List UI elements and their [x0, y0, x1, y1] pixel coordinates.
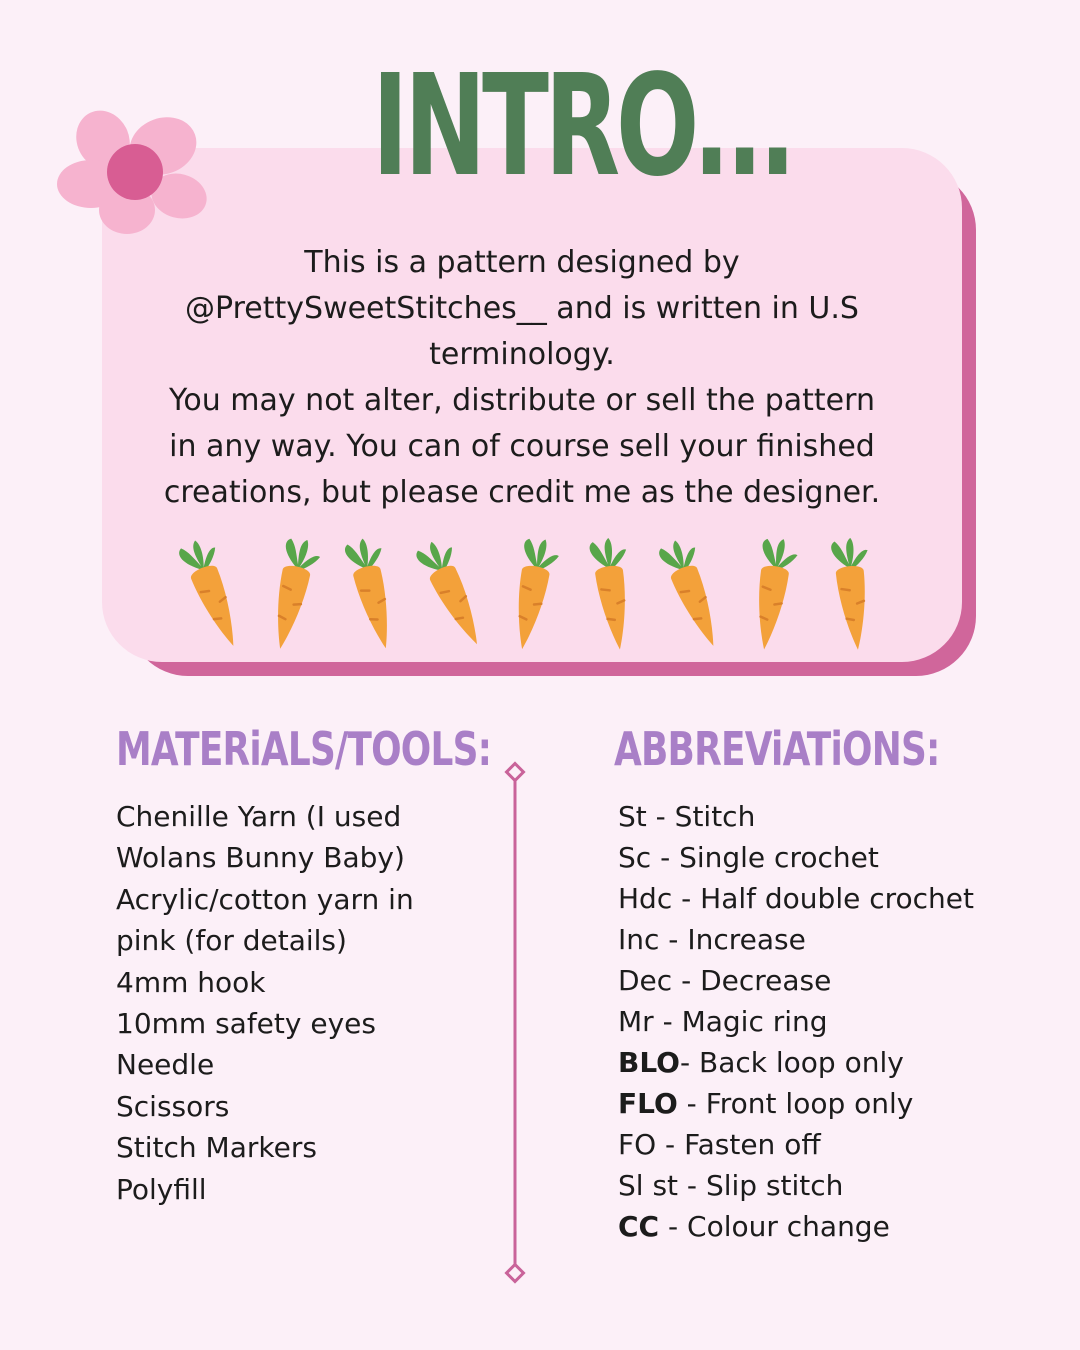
intro-line: in any way. You can of course sell your finished	[169, 429, 875, 464]
material-item: pink (for details)	[116, 924, 347, 958]
abbreviation-item	[618, 1206, 974, 1247]
abbreviation-term: FO	[618, 1128, 657, 1161]
abbreviation-item	[618, 960, 974, 1001]
abbreviation-item	[618, 1083, 974, 1124]
abbreviation-item	[618, 1001, 974, 1042]
material-item: Polyfill	[116, 1172, 207, 1206]
carrot-icon	[506, 536, 561, 653]
abbreviation-item	[618, 837, 974, 878]
divider	[500, 760, 530, 1285]
abbreviations-list	[618, 796, 974, 1247]
abbreviation-item	[618, 919, 974, 960]
material-item: Needle	[116, 1048, 215, 1082]
abbreviation-term: Inc	[618, 923, 660, 956]
abbreviation-separator: -	[646, 800, 675, 833]
abbreviation-separator: -	[680, 1046, 700, 1079]
carrot-icon	[589, 536, 640, 652]
abbreviation-term: Mr	[618, 1005, 654, 1038]
abbreviation-meaning: Decrease	[700, 964, 832, 997]
abbreviation-separator: -	[651, 841, 680, 874]
carrot-icon	[414, 535, 495, 651]
material-item: Acrylic/cotton yarn in	[116, 882, 414, 916]
intro-line: @PrettySweetStitches__ and is written in U.S	[185, 291, 859, 326]
intro-line: terminology.	[429, 337, 615, 372]
page-title: INTRO...	[372, 45, 793, 208]
abbreviation-term: Sl st	[618, 1169, 679, 1202]
materials-list	[116, 796, 414, 1210]
abbreviation-meaning: Slip stitch	[705, 1169, 844, 1202]
abbreviation-meaning: Back loop only	[699, 1046, 904, 1079]
abbreviation-meaning: Half double crochet	[700, 882, 974, 915]
abbreviation-meaning: Front loop only	[705, 1087, 914, 1120]
abbreviation-item	[618, 796, 974, 837]
abbreviation-meaning: Magic ring	[681, 1005, 828, 1038]
material-item: Stitch Markers	[116, 1131, 317, 1165]
intro-line: This is a pattern designed by	[304, 245, 740, 280]
abbreviation-meaning: Increase	[687, 923, 806, 956]
intro-text	[110, 240, 934, 516]
flower-icon	[55, 106, 217, 236]
material-item: Scissors	[116, 1089, 230, 1123]
abbreviation-separator: -	[672, 882, 701, 915]
abbreviation-term: Sc	[618, 841, 652, 874]
intro-line: creations, but please credit me as the designer.	[163, 475, 881, 510]
material-item: Wolans Bunny Baby)	[116, 841, 405, 875]
carrot-icon	[343, 535, 405, 652]
abbreviation-meaning: Colour change	[687, 1210, 890, 1243]
abbreviation-separator: -	[659, 1210, 688, 1243]
abbreviation-term: CC	[618, 1210, 660, 1243]
intro-line: You may not alter, distribute or sell the pattern	[169, 383, 875, 418]
materials-title: MATERiALS/TOOLS:	[116, 722, 492, 776]
abbreviation-separator: -	[678, 1169, 706, 1202]
abbreviation-term: BLO	[618, 1046, 680, 1079]
carrot-icon	[177, 535, 252, 652]
abbreviation-term: St	[618, 800, 647, 833]
abbreviation-separator: -	[656, 1128, 685, 1161]
carrot-icon	[748, 536, 799, 652]
abbreviation-term: Dec	[618, 964, 673, 997]
abbreviation-separator: -	[672, 964, 701, 997]
material-item: 10mm safety eyes	[116, 1007, 376, 1041]
abbreviation-meaning: Stitch	[674, 800, 756, 833]
abbreviation-item	[618, 1042, 974, 1083]
abbreviation-meaning: Single crochet	[679, 841, 879, 874]
material-item: 4mm hook	[116, 965, 266, 999]
abbreviation-term: Hdc	[618, 882, 673, 915]
carrot-row	[170, 530, 890, 655]
abbreviation-item	[618, 1165, 974, 1206]
abbreviation-separator: -	[677, 1087, 706, 1120]
abbreviation-item	[618, 878, 974, 919]
carrot-icon	[264, 536, 322, 653]
abbreviation-item	[618, 1124, 974, 1165]
material-item: Chenille Yarn (I used	[116, 800, 402, 833]
abbreviation-meaning: Fasten off	[684, 1128, 821, 1161]
abbreviation-term: FLO	[618, 1087, 678, 1120]
carrot-icon	[830, 536, 878, 651]
abbreviation-separator: -	[659, 923, 688, 956]
carrot-icon	[657, 535, 732, 652]
abbreviation-separator: -	[653, 1005, 682, 1038]
abbreviations-title: ABBREViATiONS:	[614, 722, 940, 776]
